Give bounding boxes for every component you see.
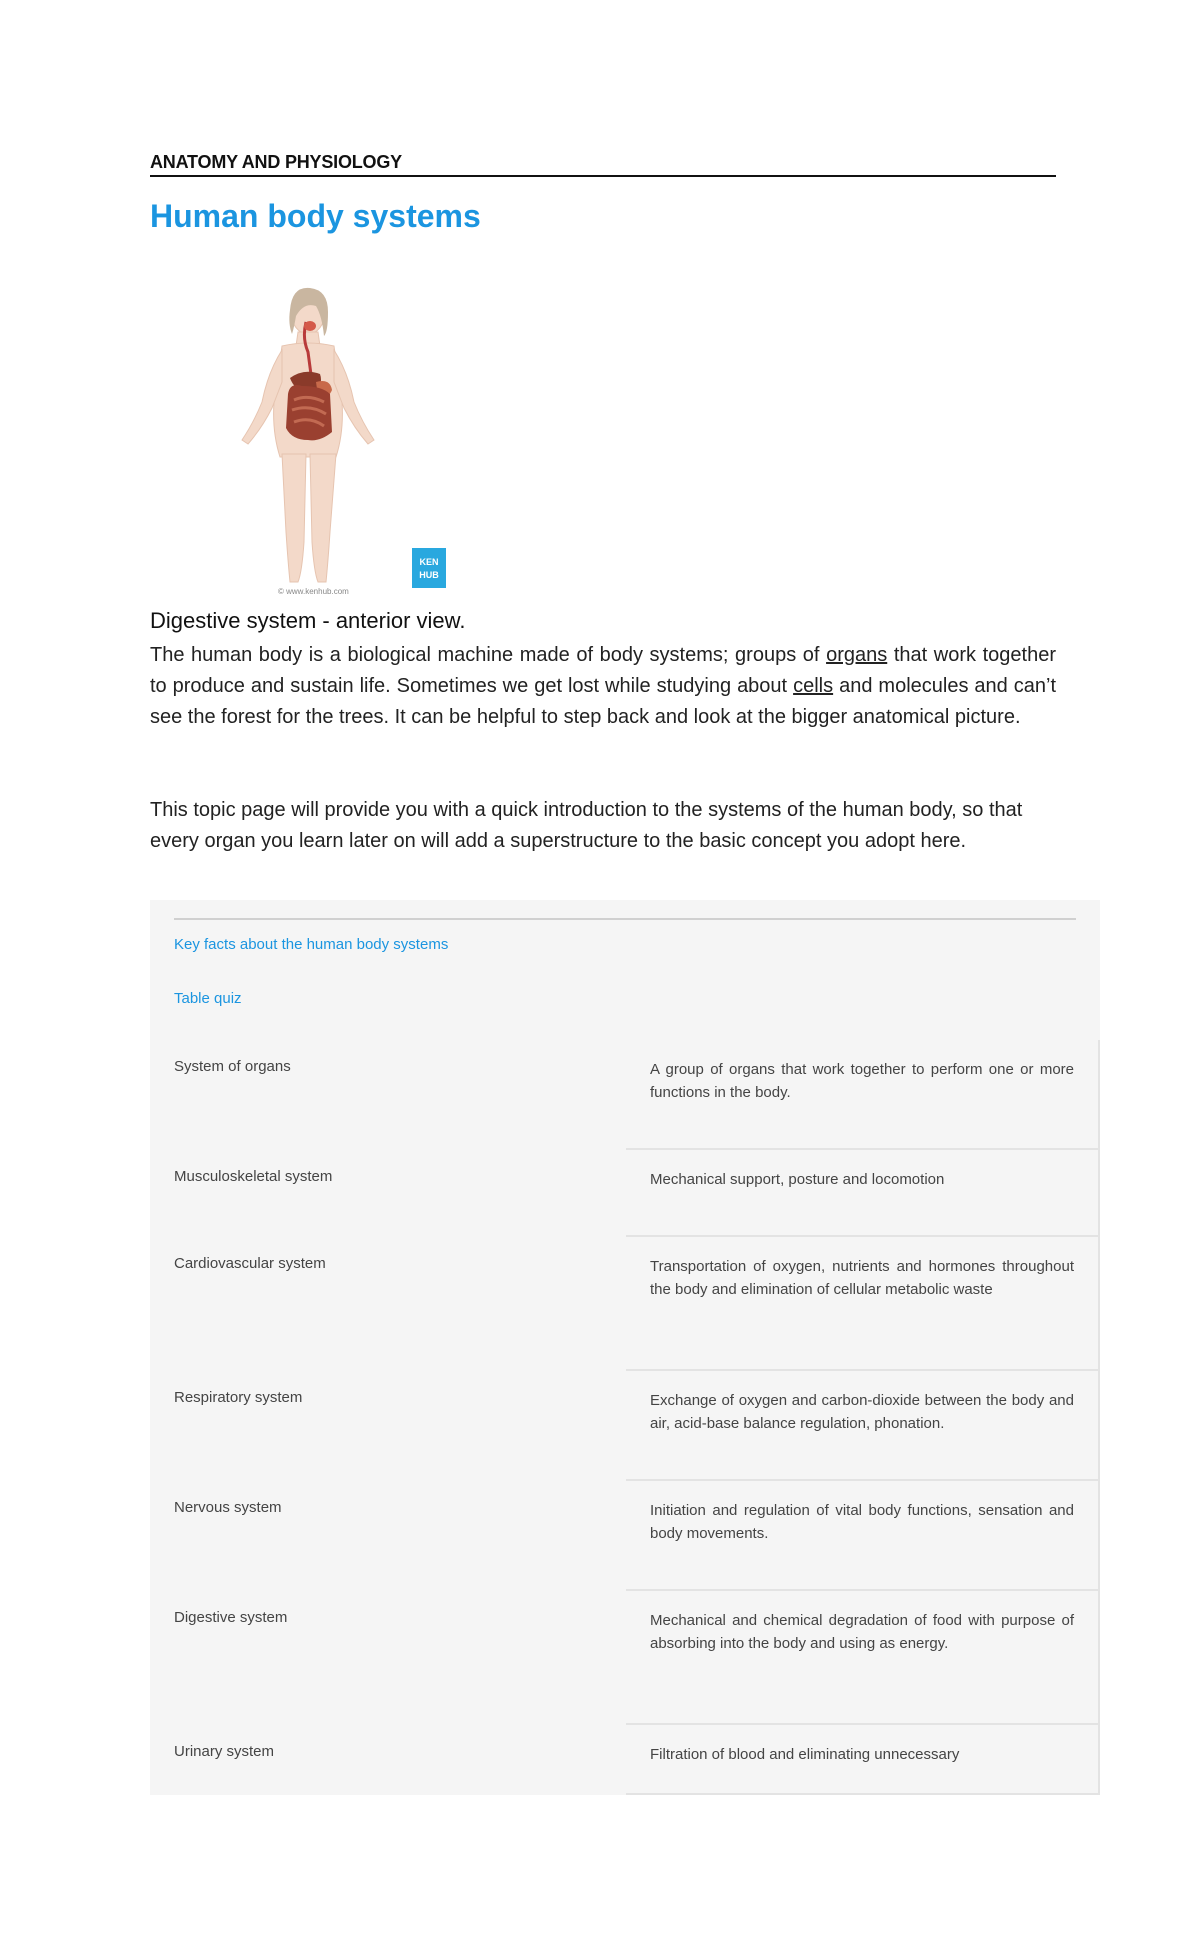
table-quiz-link[interactable]: Table quiz xyxy=(174,990,242,1007)
intro-text-1: The human body is a biological machine made of body systems; groups of xyxy=(150,644,827,666)
intro-text-2: that work together to produce and sustain life. Sometimes we get lost while studying about xyxy=(150,644,1056,697)
description-cell xyxy=(626,1481,1100,1591)
table-row xyxy=(150,1371,1100,1481)
key-facts-link[interactable]: Key facts about the human body systems xyxy=(174,936,449,953)
figure-caption: Digestive system - anterior view. xyxy=(150,608,466,633)
system-name: Nervous system xyxy=(174,1499,282,1516)
system-description: Transportation of oxygen, nutrients and hormones throughout the body and elimination of cellular metabolic waste xyxy=(650,1258,1074,1298)
system-description: A group of organs that work together to perform one or more functions in the body. xyxy=(650,1061,1074,1101)
description-cell xyxy=(626,1371,1100,1481)
table-row xyxy=(150,1481,1100,1591)
running-head: ANATOMY AND PHYSIOLOGY xyxy=(150,152,1056,177)
system-name: Musculoskeletal system xyxy=(174,1168,333,1185)
page-title: Human body systems xyxy=(150,198,481,234)
table-row xyxy=(150,1591,1100,1725)
system-description: Initiation and regulation of vital body functions, sensation and body movements. xyxy=(650,1502,1074,1542)
system-name: Cardiovascular system xyxy=(174,1255,326,1272)
system-name: System of organs xyxy=(174,1058,291,1075)
logo-text-hub: HUB xyxy=(419,570,439,580)
description-cell xyxy=(626,1150,1100,1237)
systems-table xyxy=(150,1040,1100,1795)
intro-text-3: and molecules and can’t see the forest for the trees. It can be helpful to step back and look at the bigger anatomical picture. xyxy=(150,675,1057,728)
figure-watermark: © www.kenhub.com xyxy=(278,587,349,596)
system-name: Digestive system xyxy=(174,1609,288,1626)
panel-divider xyxy=(174,918,1076,920)
intro-paragraph xyxy=(150,640,1056,733)
description-cell xyxy=(626,1040,1100,1150)
table-row xyxy=(150,1040,1100,1150)
table-row xyxy=(150,1237,1100,1371)
kenhub-logo-icon xyxy=(412,548,446,588)
system-description: Mechanical and chemical degradation of food with purpose of absorbing into the body and using as energy. xyxy=(650,1612,1074,1652)
table-row xyxy=(150,1150,1100,1237)
table-row xyxy=(150,1725,1100,1795)
description-cell xyxy=(626,1725,1100,1795)
digestive-system-illustration xyxy=(232,282,464,600)
system-name: Respiratory system xyxy=(174,1389,303,1406)
description-cell xyxy=(626,1591,1100,1725)
organs-link[interactable]: organs xyxy=(826,644,888,666)
logo-text-ken: KEN xyxy=(419,557,439,567)
system-description: Exchange of oxygen and carbon-dioxide between the body and air, acid-base balance regulation, phonation. xyxy=(650,1392,1074,1432)
topic-paragraph: This topic page will provide you with a quick introduction to the systems of the human body, so that every organ you learn later on will add a superstructure to the basic concept you adopt here. xyxy=(150,799,1023,852)
system-name: Urinary system xyxy=(174,1743,275,1760)
system-description: Mechanical support, posture and locomotion xyxy=(650,1171,945,1188)
description-cell xyxy=(626,1237,1100,1371)
system-description: Filtration of blood and eliminating unnecessary xyxy=(650,1746,960,1763)
key-facts-panel xyxy=(150,900,1100,1795)
cells-link[interactable]: cells xyxy=(793,675,834,697)
